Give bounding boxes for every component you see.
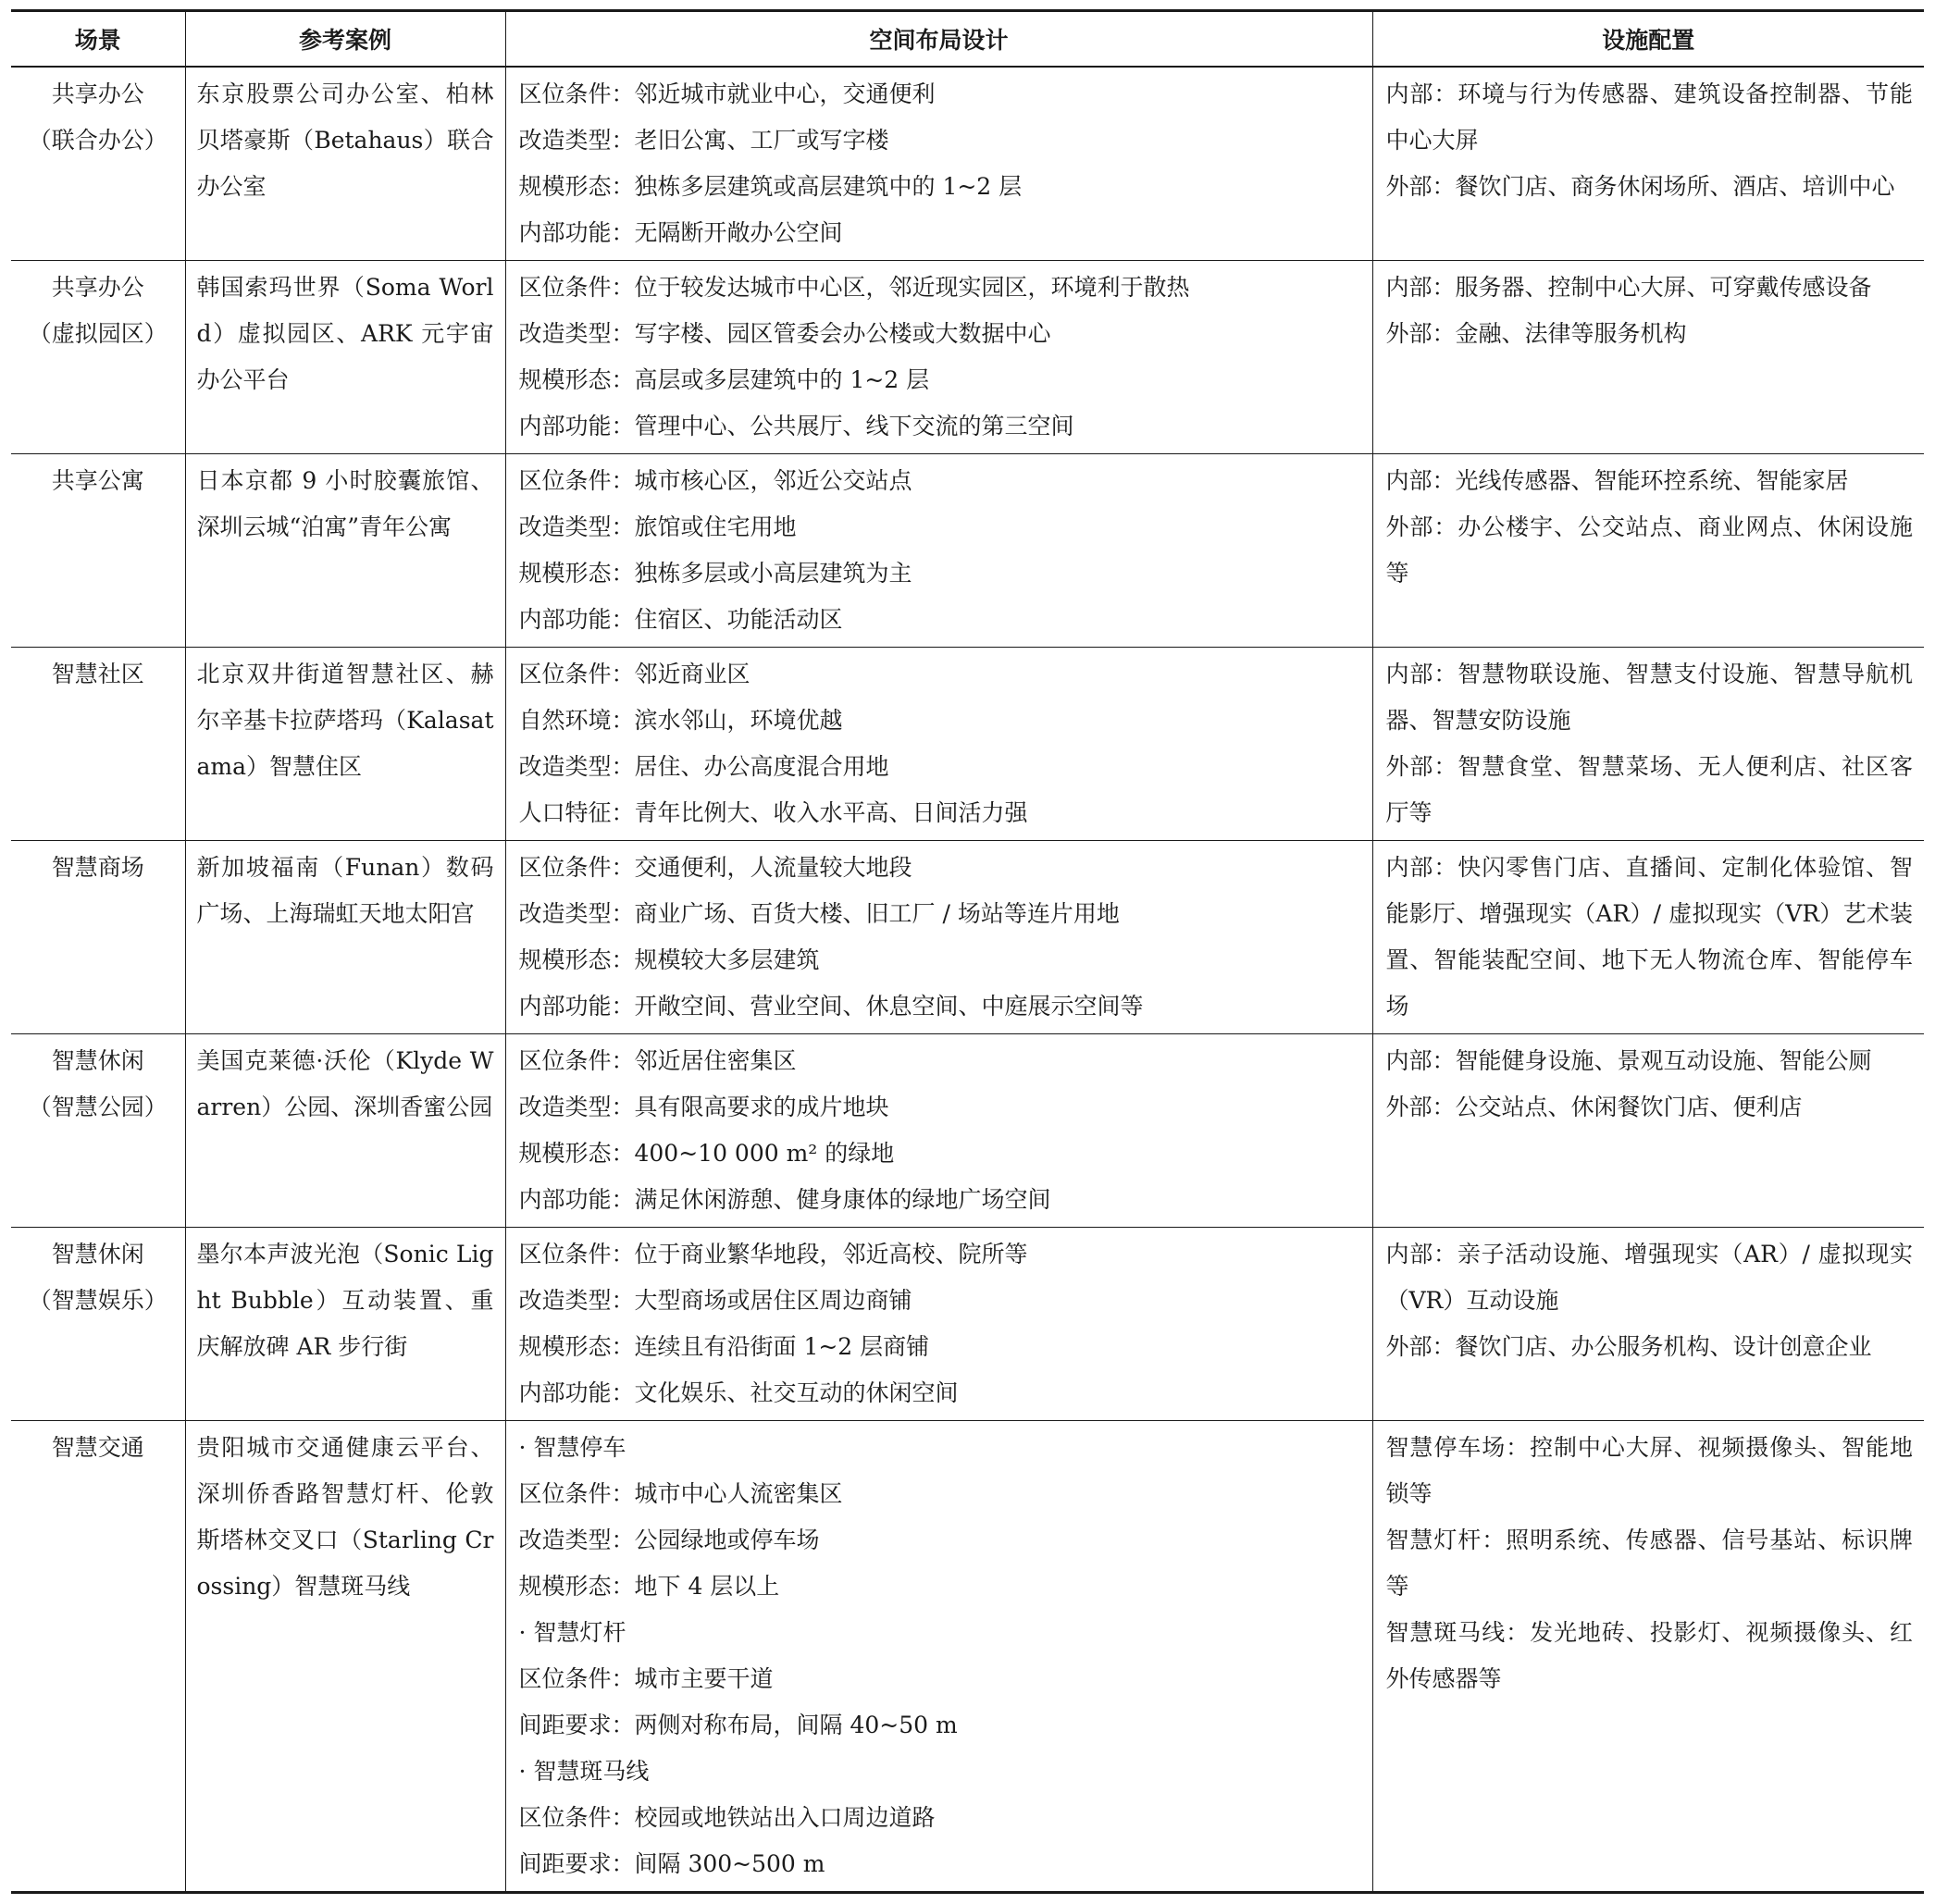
table-row bbox=[11, 261, 1924, 454]
table-row bbox=[11, 454, 1924, 648]
scene-name: 智慧休闲 bbox=[51, 1241, 144, 1267]
facility-item: 智慧斑马线：发光地砖、投影灯、视频摄像头、红外传感器等 bbox=[1385, 1619, 1913, 1692]
facilities-cell bbox=[1372, 648, 1924, 841]
scene-name: （智慧公园） bbox=[28, 1094, 167, 1120]
facility-item: 智慧灯杆：照明系统、传感器、信号基站、标识牌等 bbox=[1385, 1527, 1913, 1600]
layout-item: 间距要求：两侧对称布局，间隔 40~50 m bbox=[518, 1712, 958, 1738]
facilities-cell bbox=[1372, 454, 1924, 648]
header-scene: 场景 bbox=[11, 11, 185, 68]
layout-item: 规模形态：400~10 000 m² 的绿地 bbox=[518, 1140, 895, 1167]
header-facilities: 设施配置 bbox=[1372, 11, 1924, 68]
design-table bbox=[11, 9, 1924, 1894]
layout-item: 区位条件：邻近城市就业中心，交通便利 bbox=[518, 80, 936, 107]
reference-cases: 韩国索玛世界（Soma World）虚拟园区、ARK 元宇宙办公平台 bbox=[185, 261, 505, 454]
table-row bbox=[11, 648, 1924, 841]
scene-cell bbox=[11, 1228, 185, 1421]
facilities-cell bbox=[1372, 841, 1924, 1034]
header-layout: 空间布局设计 bbox=[505, 11, 1372, 68]
layout-item: 改造类型：旅馆或住宅用地 bbox=[518, 513, 797, 540]
layout-cell bbox=[505, 841, 1372, 1034]
facility-item: 外部：餐饮门店、商务休闲场所、酒店、培训中心 bbox=[1385, 173, 1895, 200]
scene-cell bbox=[11, 1421, 185, 1893]
layout-item: 内部功能：文化娱乐、社交互动的休闲空间 bbox=[518, 1379, 959, 1406]
layout-item: 改造类型：写字楼、园区管委会办公楼或大数据中心 bbox=[518, 320, 1051, 347]
layout-item: 区位条件：邻近居住密集区 bbox=[518, 1047, 797, 1074]
layout-item: 内部功能：无隔断开敞办公空间 bbox=[518, 219, 843, 246]
scene-cell bbox=[11, 67, 185, 261]
scene-name: （联合办公） bbox=[28, 127, 167, 154]
layout-item: 改造类型：居住、办公高度混合用地 bbox=[518, 753, 889, 780]
facility-item: 内部：服务器、控制中心大屏、可穿戴传感设备 bbox=[1385, 274, 1872, 301]
layout-item: 改造类型：老旧公寓、工厂或写字楼 bbox=[518, 127, 889, 154]
facility-item: 外部：公交站点、休闲餐饮门店、便利店 bbox=[1385, 1094, 1803, 1120]
layout-item: 区位条件：邻近商业区 bbox=[518, 661, 750, 687]
layout-item: 区位条件：位于较发达城市中心区，邻近现实园区，环境利于散热 bbox=[518, 274, 1190, 301]
facility-item: 外部：金融、法律等服务机构 bbox=[1385, 320, 1687, 347]
table-body bbox=[11, 67, 1924, 1893]
facilities-cell bbox=[1372, 1421, 1924, 1893]
layout-item: 改造类型：具有限高要求的成片地块 bbox=[518, 1094, 889, 1120]
scene-cell bbox=[11, 261, 185, 454]
scene-name: 共享公寓 bbox=[51, 467, 144, 494]
scene-name: 智慧商场 bbox=[51, 854, 144, 881]
header-cases: 参考案例 bbox=[185, 11, 505, 68]
facilities-cell bbox=[1372, 1228, 1924, 1421]
scene-name: 智慧社区 bbox=[51, 661, 144, 687]
scene-cell bbox=[11, 841, 185, 1034]
layout-item: · 智慧斑马线 bbox=[518, 1758, 650, 1785]
table-row bbox=[11, 1228, 1924, 1421]
facility-item: 内部：光线传感器、智能环控系统、智能家居 bbox=[1385, 467, 1849, 494]
facility-item: 内部：亲子活动设施、增强现实（AR）/ 虚拟现实（VR）互动设施 bbox=[1385, 1241, 1913, 1314]
layout-item: 间距要求：间隔 300~500 m bbox=[518, 1850, 825, 1877]
layout-item: 区位条件：位于商业繁华地段，邻近高校、院所等 bbox=[518, 1241, 1028, 1267]
scene-cell bbox=[11, 454, 185, 648]
layout-item: 改造类型：大型商场或居住区周边商铺 bbox=[518, 1287, 912, 1314]
scene-name: 智慧交通 bbox=[51, 1434, 144, 1461]
scene-name: 共享办公 bbox=[51, 274, 144, 301]
facility-item: 外部：餐饮门店、办公服务机构、设计创意企业 bbox=[1385, 1333, 1872, 1360]
layout-item: · 智慧停车 bbox=[518, 1434, 626, 1461]
scene-name: （智慧娱乐） bbox=[28, 1287, 167, 1314]
scene-name: 共享办公 bbox=[51, 80, 144, 107]
layout-item: 规模形态：高层或多层建筑中的 1~2 层 bbox=[518, 366, 930, 393]
table-row bbox=[11, 1421, 1924, 1893]
scene-cell bbox=[11, 1034, 185, 1228]
facilities-cell bbox=[1372, 1034, 1924, 1228]
table-row bbox=[11, 67, 1924, 261]
reference-cases: 美国克莱德·沃伦（Klyde Warren）公园、深圳香蜜公园 bbox=[185, 1034, 505, 1228]
layout-cell bbox=[505, 261, 1372, 454]
facilities-cell bbox=[1372, 261, 1924, 454]
reference-cases: 墨尔本声波光泡（Sonic Light Bubble）互动装置、重庆解放碑 AR 步行街 bbox=[185, 1228, 505, 1421]
layout-item: 规模形态：连续且有沿街面 1~2 层商铺 bbox=[518, 1333, 930, 1360]
header-row bbox=[11, 11, 1924, 68]
layout-item: 改造类型：公园绿地或停车场 bbox=[518, 1527, 820, 1553]
layout-cell bbox=[505, 1228, 1372, 1421]
layout-item: 规模形态：独栋多层或小高层建筑为主 bbox=[518, 560, 912, 587]
reference-cases: 北京双井街道智慧社区、赫尔辛基卡拉萨塔玛（Kalasatama）智慧住区 bbox=[185, 648, 505, 841]
layout-item: 规模形态：规模较大多层建筑 bbox=[518, 946, 820, 973]
scene-name: （虚拟园区） bbox=[28, 320, 167, 347]
layout-item: 规模形态：地下 4 层以上 bbox=[518, 1573, 780, 1600]
layout-item: 人口特征：青年比例大、收入水平高、日间活力强 bbox=[518, 799, 1028, 826]
layout-cell bbox=[505, 1034, 1372, 1228]
layout-item: 内部功能：满足休闲游憩、健身康体的绿地广场空间 bbox=[518, 1186, 1051, 1213]
layout-item: 区位条件：城市核心区，邻近公交站点 bbox=[518, 467, 912, 494]
layout-item: · 智慧灯杆 bbox=[518, 1619, 626, 1646]
scene-cell bbox=[11, 648, 185, 841]
layout-cell bbox=[505, 648, 1372, 841]
scene-name: 智慧休闲 bbox=[51, 1047, 144, 1074]
layout-item: 区位条件：校园或地铁站出入口周边道路 bbox=[518, 1804, 936, 1831]
layout-item: 内部功能：开敞空间、营业空间、休息空间、中庭展示空间等 bbox=[518, 993, 1144, 1020]
reference-cases: 贵阳城市交通健康云平台、深圳侨香路智慧灯杆、伦敦斯塔林交叉口（Starling Crossing）智慧斑马线 bbox=[185, 1421, 505, 1893]
layout-item: 规模形态：独栋多层建筑或高层建筑中的 1~2 层 bbox=[518, 173, 1023, 200]
facility-item: 外部：智慧食堂、智慧菜场、无人便利店、社区客厅等 bbox=[1385, 753, 1913, 826]
facility-item: 内部：环境与行为传感器、建筑设备控制器、节能中心大屏 bbox=[1385, 80, 1913, 154]
facility-item: 内部：智能健身设施、景观互动设施、智能公厕 bbox=[1385, 1047, 1872, 1074]
layout-item: 区位条件：城市主要干道 bbox=[518, 1665, 774, 1692]
reference-cases: 东京股票公司办公室、柏林贝塔豪斯（Betahaus）联合办公室 bbox=[185, 67, 505, 261]
facilities-cell bbox=[1372, 67, 1924, 261]
reference-cases: 新加坡福南（Funan）数码广场、上海瑞虹天地太阳宫 bbox=[185, 841, 505, 1034]
layout-cell bbox=[505, 1421, 1372, 1893]
layout-cell bbox=[505, 454, 1372, 648]
facility-item: 外部：办公楼宇、公交站点、商业网点、休闲设施等 bbox=[1385, 513, 1913, 587]
layout-item: 改造类型：商业广场、百货大楼、旧工厂 / 场站等连片用地 bbox=[518, 900, 1120, 927]
facility-item: 内部：智慧物联设施、智慧支付设施、智慧导航机器、智慧安防设施 bbox=[1385, 661, 1913, 734]
layout-item: 区位条件：交通便利，人流量较大地段 bbox=[518, 854, 912, 881]
layout-item: 区位条件：城市中心人流密集区 bbox=[518, 1480, 843, 1507]
layout-item: 自然环境：滨水邻山，环境优越 bbox=[518, 707, 843, 734]
table-row bbox=[11, 1034, 1924, 1228]
reference-cases: 日本京都 9 小时胶囊旅馆、深圳云城“泊寓”青年公寓 bbox=[185, 454, 505, 648]
facility-item: 智慧停车场：控制中心大屏、视频摄像头、智能地锁等 bbox=[1385, 1434, 1913, 1507]
layout-item: 内部功能：住宿区、功能活动区 bbox=[518, 606, 843, 633]
table-row bbox=[11, 841, 1924, 1034]
facility-item: 内部：快闪零售门店、直播间、定制化体验馆、智能影厅、增强现实（AR）/ 虚拟现实（VR）艺术装置、智能装配空间、地下无人物流仓库、智能停车场 bbox=[1385, 854, 1913, 1020]
layout-cell bbox=[505, 67, 1372, 261]
layout-item: 内部功能：管理中心、公共展厅、线下交流的第三空间 bbox=[518, 413, 1074, 439]
